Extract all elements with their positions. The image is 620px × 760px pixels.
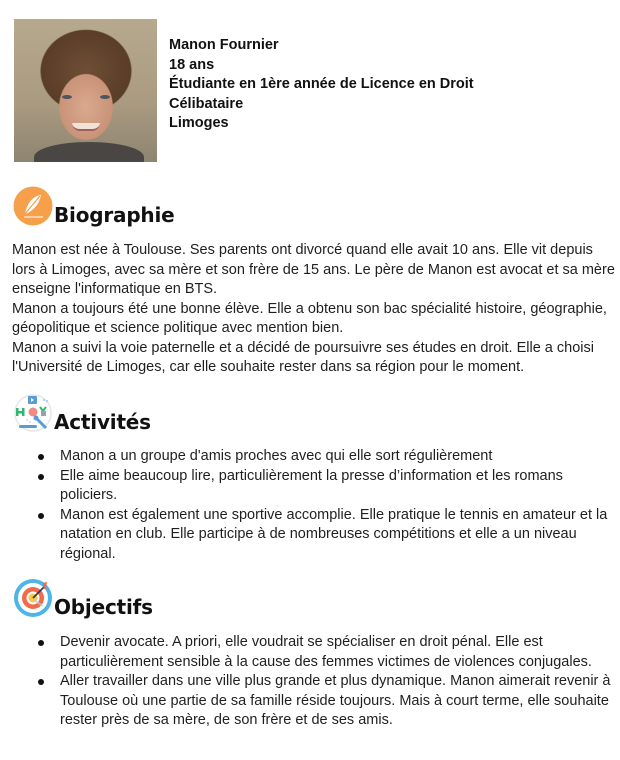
- profile-age: 18 ans: [169, 56, 215, 73]
- profile-status: Célibataire: [169, 95, 244, 112]
- goal-item: Aller travailler dans une ville plus grande et plus dynamique. Manon aimerait revenir à Toulouse où une partie de sa famille réside toujours. Mais à court terme, elle souhaite rester près de sa mère, de son frère et de ses amis.: [12, 672, 618, 731]
- photo-detail: [62, 95, 72, 99]
- biography-heading: [13, 186, 175, 226]
- profile-name: Manon Fournier: [169, 37, 279, 53]
- profile-city: Limoges: [169, 115, 229, 131]
- feather-quill-icon: [13, 186, 53, 226]
- profile-photo: [14, 19, 157, 162]
- photo-detail: [34, 142, 144, 162]
- activities-list: [12, 447, 618, 564]
- goals-title: Objectifs: [54, 595, 153, 619]
- photo-detail: [72, 123, 100, 131]
- profile-occupation: Étudiante en 1ère année de Licence en Droit: [169, 76, 474, 92]
- profile-header: [14, 19, 474, 162]
- target-icon: [13, 578, 53, 618]
- hobbies-icon: [13, 393, 53, 433]
- activities-heading: [13, 393, 151, 433]
- biography-title: Biographie: [54, 203, 175, 227]
- activity-item: Manon a un groupe d'amis proches avec qui elle sort régulièrement: [12, 447, 618, 467]
- goals-heading: [13, 578, 153, 618]
- biography-text: [12, 241, 618, 378]
- activities-title: Activités: [54, 410, 151, 434]
- activity-item: Manon est également une sportive accomplie. Elle pratique le tennis en amateur et la natation en club. Elle participe à de nombreuses compétitions et elle a un niveau régional.: [12, 506, 618, 565]
- activity-item: Elle aime beaucoup lire, particulièrement la presse d’information et les romans policiers.: [12, 467, 618, 506]
- photo-detail: [100, 95, 110, 99]
- goals-list: [12, 633, 618, 731]
- biography-paragraph: Manon a toujours été une bonne élève. Elle a obtenu son bac spécialité histoire, géographie, géopolitique et science politique avec mention bien.: [12, 300, 607, 336]
- goal-item: Devenir avocate. A priori, elle voudrait se spécialiser en droit pénal. Elle est particulièrement sensible à la cause des femmes victimes de violences conjugales.: [12, 633, 618, 672]
- profile-identity: [169, 19, 474, 162]
- biography-paragraph: Manon a suivi la voie paternelle et a décidé de poursuivre ses études en droit. Elle a choisi l'Université de Limoges, car elle souhaite rester dans sa région pour le moment.: [12, 339, 594, 375]
- biography-paragraph: Manon est née à Toulouse. Ses parents ont divorcé quand elle avait 10 ans. Elle vit depuis lors à Limoges, avec sa mère et son frère de 15 ans. Le père de Manon est avocat et sa mère enseigne l'informatique en BTS.: [12, 242, 615, 297]
